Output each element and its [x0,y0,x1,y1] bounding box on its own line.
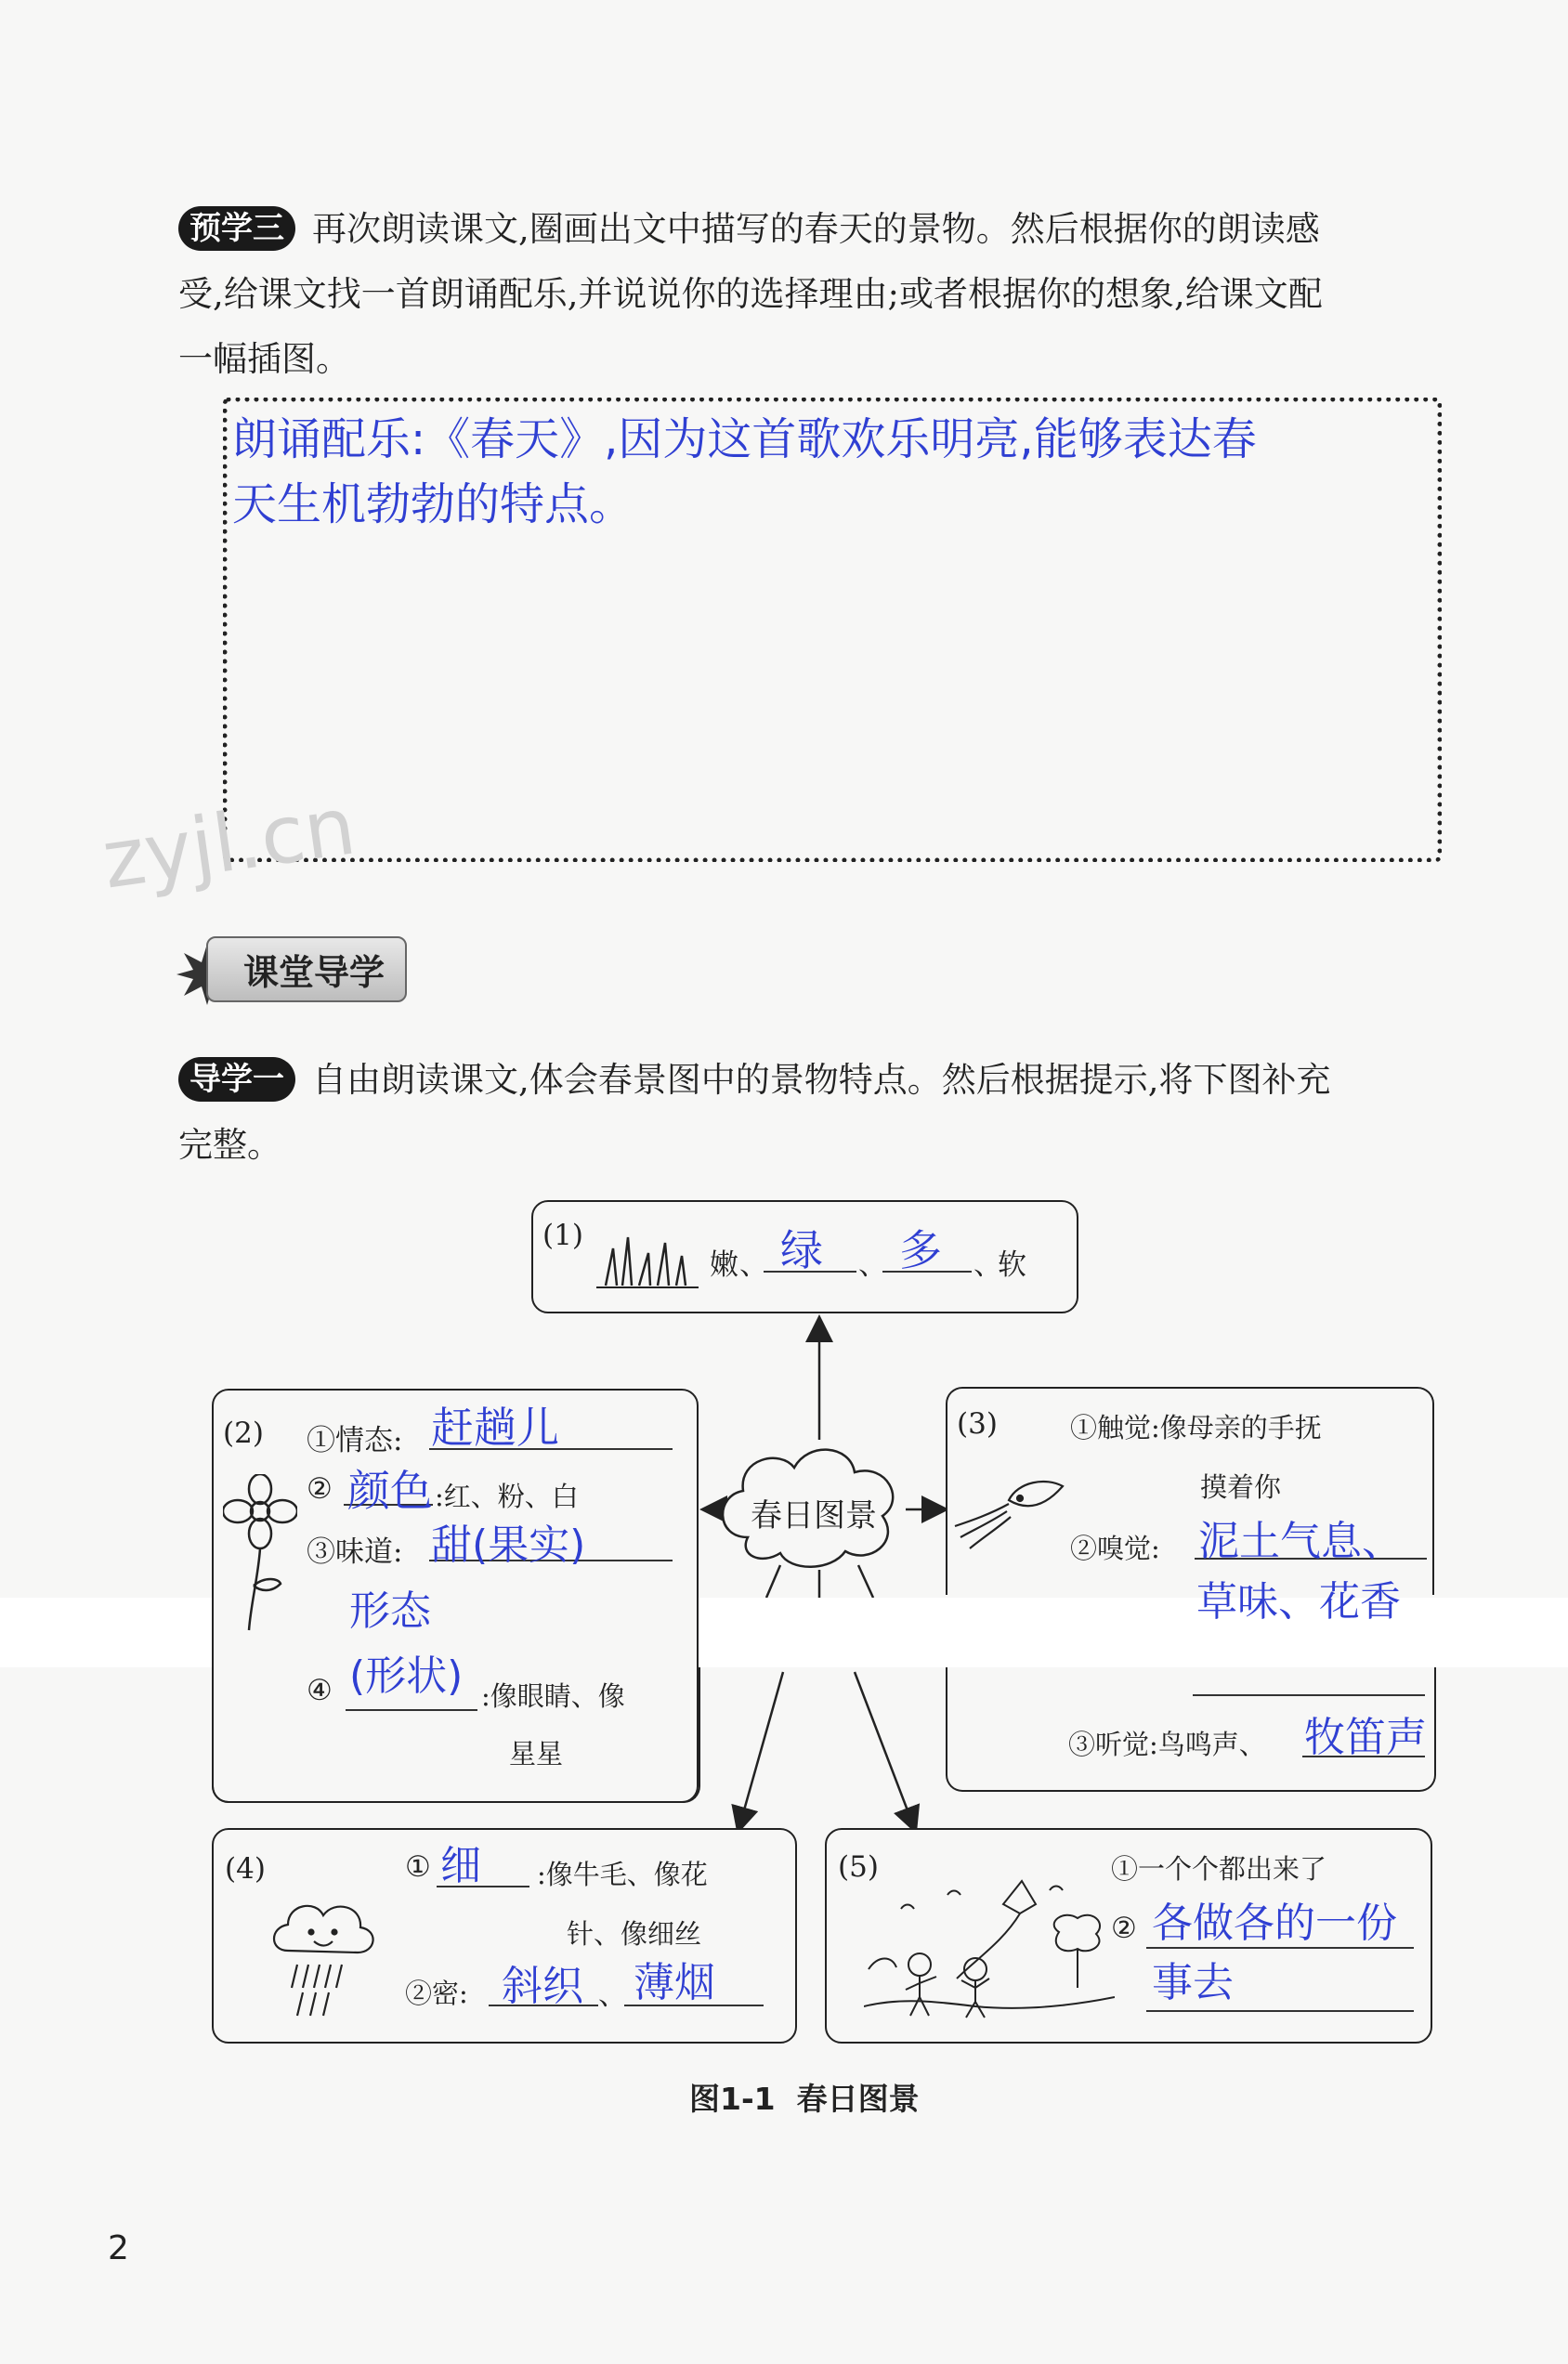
box3-r3-answer2: 草味、花香 [1196,1578,1401,1626]
yuxue3-line1: 再次朗读课文,圈画出文中描写的春天的景物。然后根据你的朗读感 [312,209,1320,249]
box2-r4-answer2: (形状) [349,1652,464,1700]
box3-r2-text: 摸着你 [1200,1471,1282,1503]
arrow-to-box5 [855,1672,915,1830]
box1-answer1: 绿 [780,1225,823,1275]
box3-r3-label: ②嗅觉: [1070,1533,1160,1564]
center-label: 春日图景 [751,1497,877,1535]
box2-r4-prefix: ④ [307,1674,333,1707]
answer-line1: 朗诵配乐:《春天》,因为这首歌欢乐明亮,能够表达春 [232,413,1257,465]
box2-bottom [212,1667,700,1803]
arrow-to-box4 [738,1672,783,1830]
box3-r1-text: ①触觉:像母亲的手抚 [1070,1412,1322,1443]
yuxue3-line3: 一幅插图。 [178,339,350,379]
box4-r3-label: ②密: [405,1978,468,2009]
box4-r3-answer2: 薄烟 [634,1959,715,2006]
yuxue3-line2: 受,给课文找一首朗诵配乐,并说说你的选择理由;或者根据你的想象,给课文配 [178,274,1323,314]
box1-sep1: 、 [739,1248,768,1282]
box4-r1-text: :像牛毛、像花 [537,1859,708,1890]
box2-r5-text: 星星 [509,1738,564,1770]
box2-r4-answer1: 形态 [349,1587,431,1635]
kids-kite-icon [864,1867,1115,2025]
box2-num: (2) [223,1417,264,1450]
box3-num: (3) [957,1407,998,1441]
box4-r3-sep: 、 [598,1979,627,2012]
box1-word1: 嫩 [710,1248,738,1282]
box2-r2-answer: 颜色 [347,1466,433,1516]
box4-r1-answer: 细 [440,1842,481,1889]
daoxue1-line2: 完整。 [178,1125,281,1165]
box3-r3-answer1: 泥土气息、 [1198,1518,1403,1565]
box2-r4-text: :像眼睛、像 [481,1680,625,1712]
page-number: 2 [108,2229,129,2267]
box2-r1-answer: 赶趟儿 [431,1403,559,1453]
box5-r1-text: ①一个个都出来了 [1111,1853,1327,1885]
grass-icon [596,1230,699,1295]
box1-sep2: 、 [858,1248,887,1282]
daoxue1-badge: 导学一 [178,1057,295,1102]
box1-sep3: 、 [973,1248,1002,1282]
cloud-rain-icon [269,1895,381,2025]
watermark: zyjl.cn [97,779,361,908]
box3 [946,1387,1434,1595]
box5-r2-answer1: 各做各的一份 [1152,1900,1397,1947]
box4-r3-answer1: 斜织 [502,1963,583,2010]
box5-r2-answer2: 事去 [1152,1959,1234,2006]
box2-r3-answer: 甜(果实) [431,1522,586,1569]
box1-num: (1) [542,1219,583,1252]
box4-r1-prefix: ① [405,1850,431,1884]
flower-icon [223,1474,297,1632]
yuxue3-badge: 预学三 [178,206,295,251]
box1-answer2: 多 [899,1225,942,1275]
box2-r3-label: ③味道: [307,1535,403,1569]
answer-line2: 天生机勃勃的特点。 [232,478,634,530]
box2-r1-label: ①情态: [307,1424,403,1457]
box4 [212,1828,797,2044]
box4-num: (4) [225,1852,266,1886]
box4-r2-text: 针、像细丝 [567,1918,702,1950]
box5-r2-prefix: ② [1111,1912,1137,1945]
box2-r2-text: :红、粉、白 [435,1481,579,1512]
box1-word2: 软 [998,1248,1026,1282]
box2-r2-prefix: ② [307,1472,333,1506]
box1 [531,1200,1078,1313]
box3-r4-answer: 牧笛声 [1304,1714,1427,1761]
box5-num: (5) [838,1850,879,1884]
box5 [825,1828,1432,2044]
box3-bottom [946,1667,1436,1792]
section-title: 课堂导学 [206,936,407,1002]
daoxue1-line1: 自由朗读课文,体会春景图中的景物特点。然后根据提示,将下图补充 [312,1060,1331,1100]
ray-down-right [858,1565,873,1598]
box3-r4-label: ③听觉:鸟鸣声、 [1068,1729,1266,1760]
ray-down-left [766,1565,780,1598]
figure-caption: 图1-1 春日图景 [689,2081,920,2117]
wind-icon [953,1463,1074,1556]
